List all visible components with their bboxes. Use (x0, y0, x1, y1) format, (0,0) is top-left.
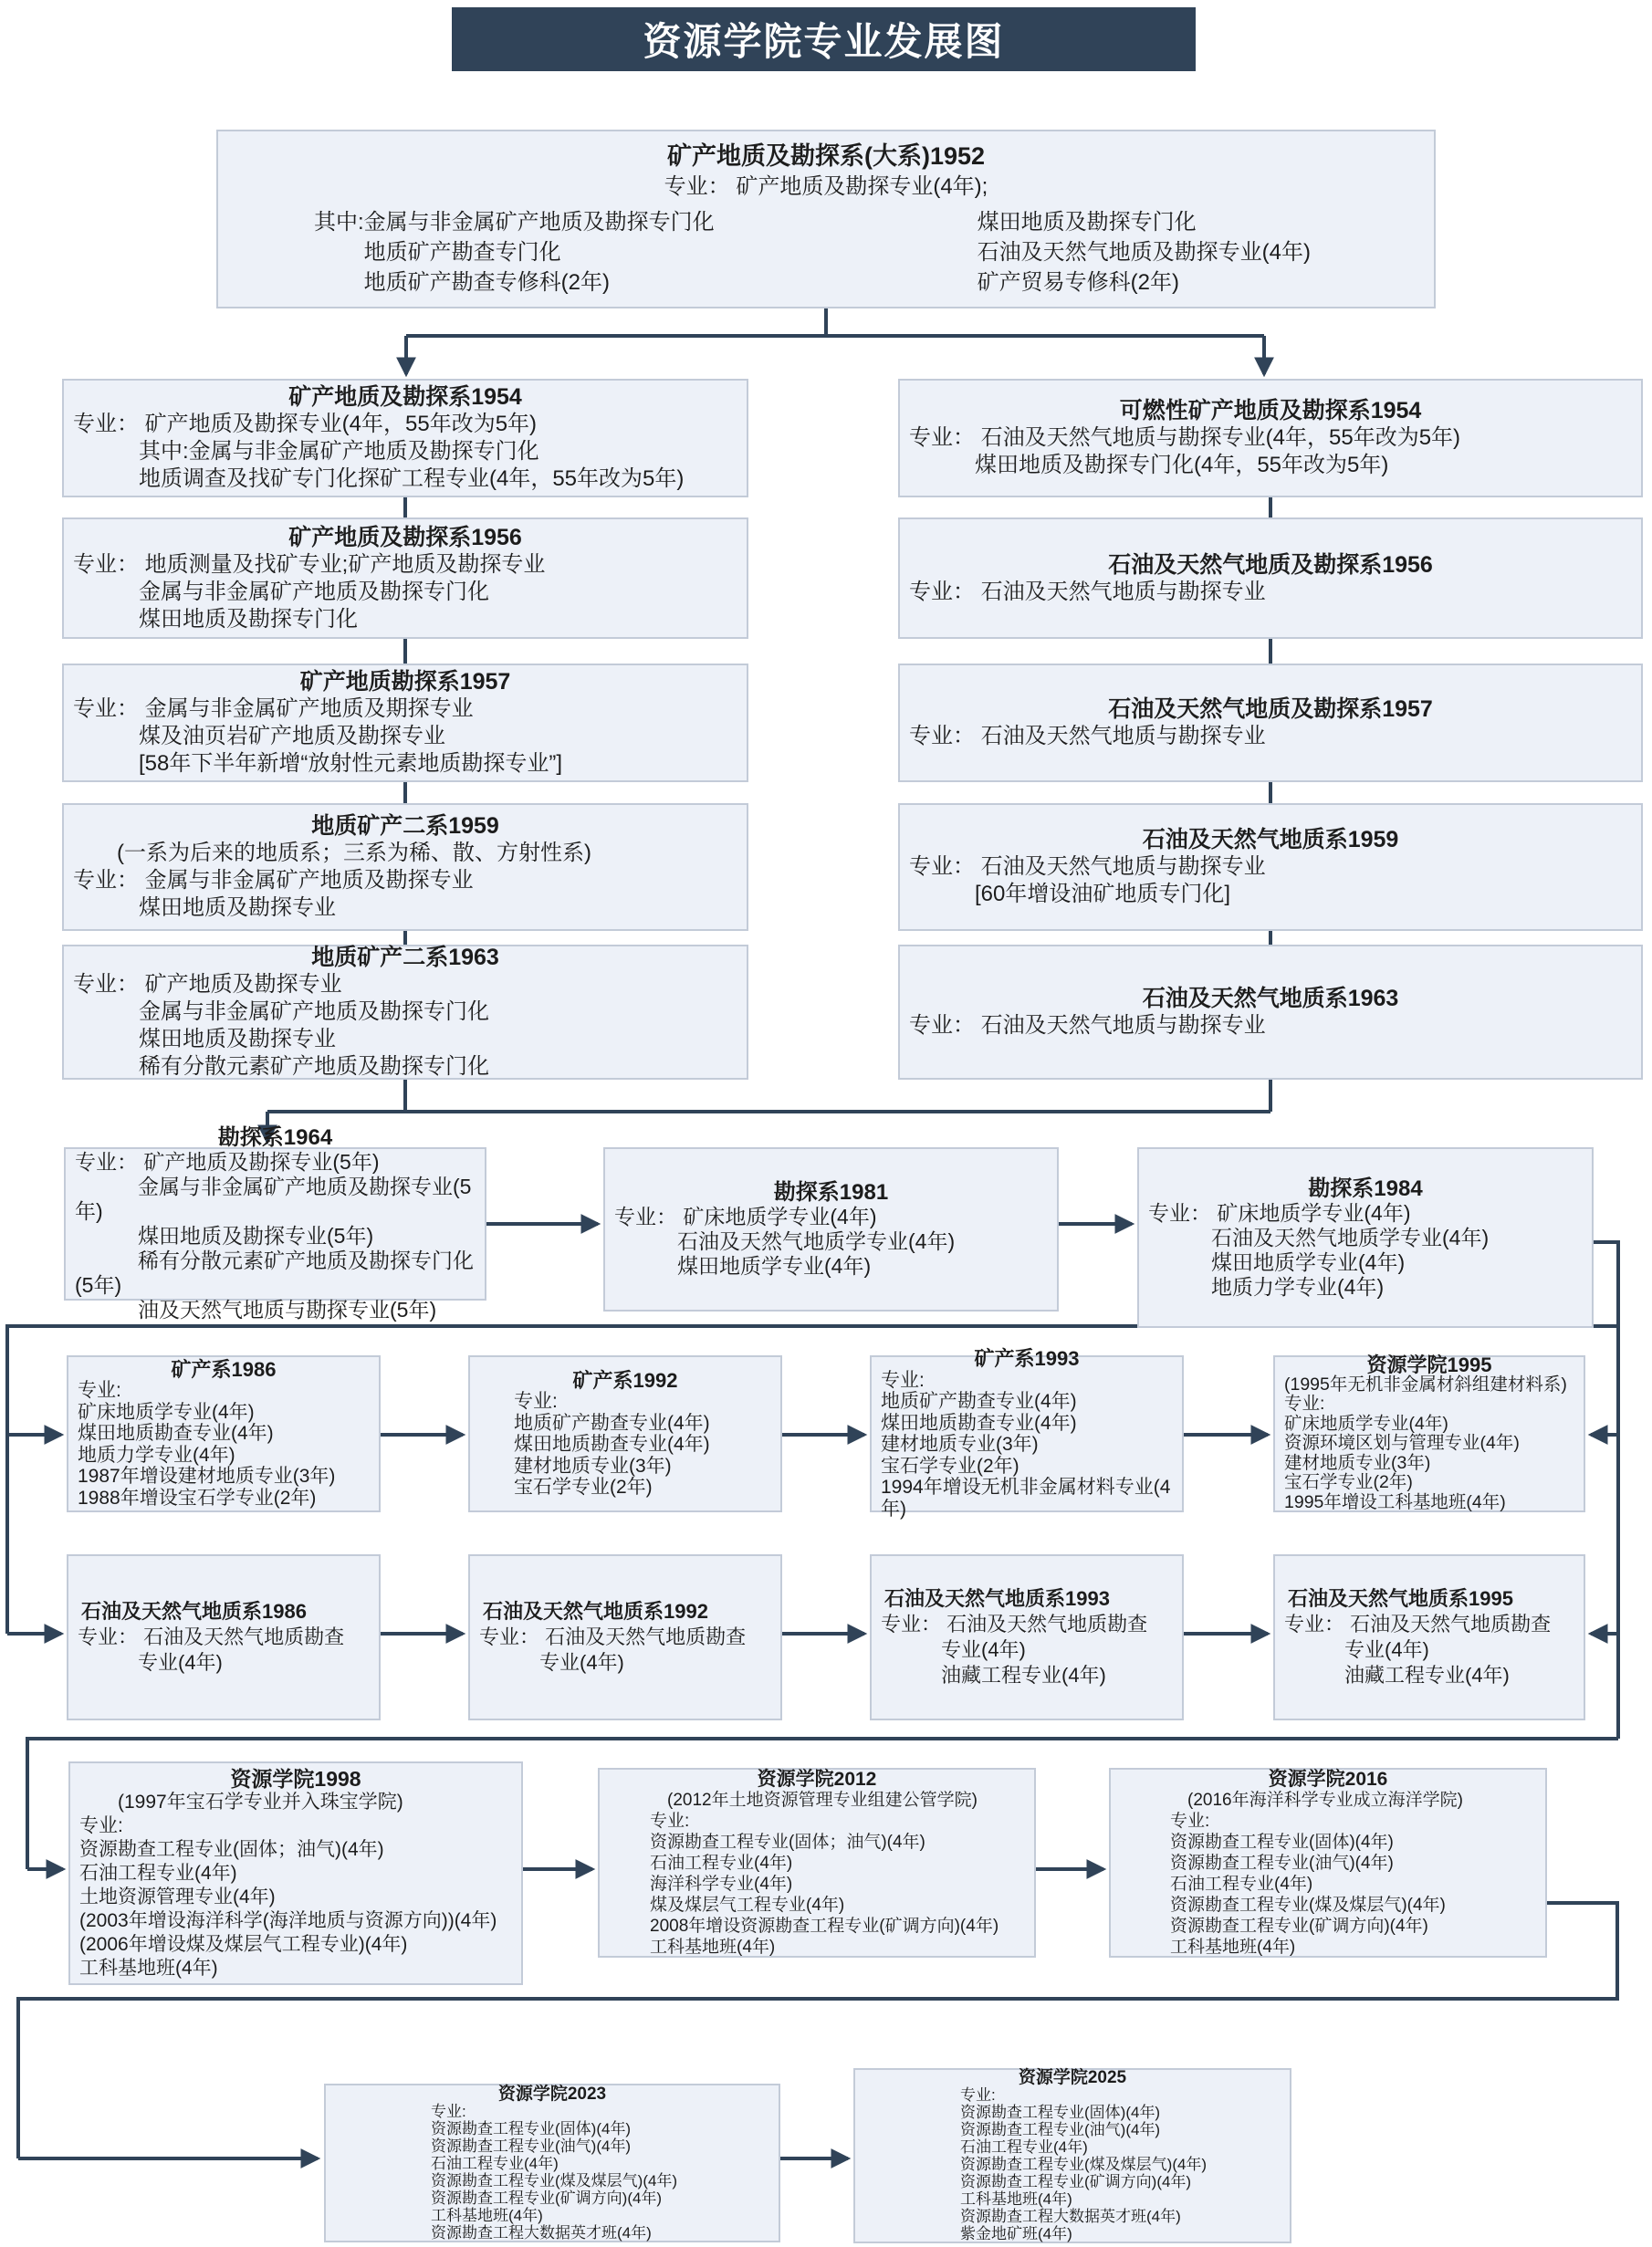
text-line: 专业： 矿产地质及勘探专业 (73, 972, 342, 997)
node-lines (79, 1791, 512, 1980)
page-title: 资源学院专业发展图 (452, 7, 1196, 71)
text-line: (2006年增设煤及煤层气工程专业)(4年) (79, 1933, 408, 1955)
text-line: 石油工程专业(4年) (79, 1862, 237, 1884)
node-1986-petroleum-gas-geology-dept (67, 1554, 381, 1720)
node-1986-mineral-dept (67, 1355, 381, 1512)
text-line: 石油工程专业(4年) (1170, 1874, 1313, 1894)
node-1992-petroleum-gas-geology-dept (468, 1554, 782, 1720)
text-line: 专业: (881, 1369, 925, 1391)
text-line: 煤田地质勘查专业(4年) (514, 1434, 710, 1455)
node-lines (73, 411, 737, 493)
text-line: 资源勘查工程专业(煤及煤层气)(4年) (1170, 1895, 1446, 1915)
node-lines (881, 1612, 1173, 1688)
node-title: 矿产系1992 (572, 1368, 678, 1392)
text-line: 稀有分散元素矿产地质及勘探专门化(5年) (75, 1249, 474, 1297)
text-line: 矿产贸易专修科(2年) (977, 269, 1179, 295)
node-right-column (978, 207, 1311, 298)
node-title: 石油及天然气地质系1995 (1288, 1587, 1513, 1610)
text-line: 金属与非金属矿产地质及勘探专门化 (73, 579, 489, 604)
node-lines (864, 2086, 1281, 2242)
node-lines (335, 2103, 769, 2242)
node-lines (614, 1205, 1048, 1279)
text-line: 其中:金属与非金属矿产地质及勘探专门化 (314, 209, 715, 235)
text-line: 资源勘查工程专业(煤及煤层气)(4年) (960, 2156, 1208, 2173)
node-lines (479, 1391, 771, 1499)
node-title: 矿产地质及勘探系(大系)1952 (666, 141, 986, 170)
text-line: 油藏工程专业(4年) (881, 1664, 1106, 1687)
text-line: 地质矿产勘查专业(4年) (514, 1412, 710, 1434)
text-line: (一系为后来的地质系；三系为稀、散、方射性系) (73, 841, 591, 865)
text-line: 石油工程专业(4年) (960, 2138, 1088, 2156)
node-title: 石油及天然气地质及勘探系1957 (1108, 696, 1433, 722)
node-lines (73, 840, 737, 922)
node-1957-mineral-geology-exploration (62, 664, 748, 782)
text-line: 专业： 石油及天然气地质勘查 (78, 1625, 345, 1648)
node-lines (909, 723, 1632, 750)
node-1993-mineral-dept (870, 1347, 1184, 1520)
text-line: 工科基地班(4年) (1170, 1937, 1296, 1957)
text-line: 工科基地班(4年) (431, 2206, 543, 2224)
node-lines (73, 695, 737, 778)
text-line: 专业： 石油及天然气地质与勘探专业(4年，55年改为5年) (909, 425, 1461, 450)
text-line: 1987年增设建材地质专业(3年) (78, 1466, 336, 1488)
text-line: 土地资源管理专业(4年) (79, 1886, 276, 1907)
node-major-line: 专业： 矿产地质及勘探专业(4年); (664, 173, 988, 199)
text-line: 石油及天然气地质学专业(4年) (614, 1229, 956, 1253)
text-line: 稀有分散元素矿产地质及勘探专门化 (73, 1054, 489, 1079)
text-line: 其中:金属与非金属矿产地质及勘探专门化 (73, 439, 539, 464)
node-1998-resource-college (68, 1761, 523, 1985)
text-line: 专业： 石油及天然气地质与勘探专业 (909, 854, 1266, 879)
node-lines (73, 971, 737, 1081)
text-line: 1994年增设无机非金属材料专业(4年) (881, 1477, 1171, 1520)
text-line: 资源勘查工程专业(固体；油气)(4年) (79, 1838, 384, 1860)
node-title: 矿产系1986 (171, 1357, 277, 1381)
text-line: 煤田地质及勘探专业(5年) (75, 1224, 374, 1248)
text-line: 矿床地质学专业(4年) (78, 1401, 255, 1423)
text-line: 石油工程专业(4年) (431, 2154, 559, 2172)
node-1995-resource-college (1273, 1355, 1585, 1512)
text-line: 煤田地质及勘探专门化 (977, 209, 1197, 235)
node-lines (479, 1625, 771, 1676)
node-lines (909, 579, 1632, 606)
text-line: 工科基地班(4年) (650, 1937, 776, 1957)
node-title: 矿产地质及勘探系1954 (288, 384, 522, 410)
text-line: 专业： 金属与非金属矿产地质及勘探专业 (73, 868, 474, 893)
text-line: 石油及天然气地质及勘探专业(4年) (977, 239, 1311, 265)
text-line: 专业(4年) (1284, 1638, 1429, 1661)
text-line: 油及天然气地质与勘探专业(5年) (75, 1298, 437, 1322)
text-line: 金属与非金属矿产地质及勘探专门化 (73, 999, 489, 1024)
node-1992-mineral-dept (468, 1355, 782, 1512)
text-line: 地质调查及找矿专门化探矿工程专业(4年，55年改为5年) (73, 466, 685, 491)
node-lines (909, 1012, 1632, 1040)
node-title: 地质矿产二系1959 (311, 813, 499, 839)
text-line: (1997年宝石学专业并入珠宝学院) (79, 1791, 403, 1813)
node-columns (227, 207, 1425, 298)
text-line: 工科基地班(4年) (960, 2190, 1072, 2208)
node-title: 勘探系1964 (217, 1125, 333, 1150)
text-line: 煤田地质学专业(4年) (614, 1254, 872, 1278)
text-line: 煤及油页岩矿产地质及勘探专业 (73, 724, 445, 748)
text-line: 专业： 石油及天然气地质勘查 (479, 1625, 747, 1648)
node-title: 石油及天然气地质系1963 (1142, 986, 1399, 1011)
node-title: 石油及天然气地质系1959 (1142, 827, 1399, 852)
text-line: 建材地质专业(3年) (881, 1434, 1039, 1455)
text-line: 煤田地质及勘探专业 (73, 1027, 336, 1051)
text-line: 紫金地矿班(4年) (960, 2225, 1072, 2242)
text-line: 资源勘查工程专业(煤及煤层气)(4年) (431, 2171, 678, 2190)
node-title: 资源学院1998 (230, 1766, 361, 1791)
node-title: 地质矿产二系1963 (311, 945, 499, 970)
node-title: 资源学院2012 (757, 1768, 877, 1790)
node-lines (609, 1790, 1025, 1958)
text-line: 专业: (79, 1814, 123, 1836)
node-title: 矿产地质勘探系1957 (299, 669, 511, 695)
node-title: 勘探系1981 (773, 1180, 889, 1205)
text-line: 专业： 石油及天然气地质勘查 (1284, 1613, 1552, 1636)
text-line: 资源勘查工程专业(矿调方向)(4年) (431, 2189, 663, 2207)
node-1959-petroleum-gas-geology-dept (898, 803, 1643, 931)
text-line: 地质力学专业(4年) (1148, 1274, 1385, 1299)
node-1964-exploration-dept (64, 1125, 486, 1322)
node-title: 石油及天然气地质系1992 (483, 1600, 708, 1623)
text-line: 专业： 石油及天然气地质与勘探专业 (909, 579, 1266, 604)
node-1956-petroleum-gas-geology-dept (898, 517, 1643, 639)
text-line: 专业： 金属与非金属矿产地质及期探专业 (73, 696, 474, 721)
text-line: [58年下半年新增“放射性元素地质勘探专业”] (73, 751, 563, 776)
node-title: 资源学院2025 (1018, 2068, 1127, 2087)
text-line: 宝石学专业(2年) (514, 1477, 653, 1498)
node-lines (1284, 1375, 1574, 1513)
node-1963-geology-mineral-dept2 (62, 945, 748, 1080)
text-line: 专业(4年) (78, 1651, 223, 1674)
text-line: 资源勘查工程专业(油气)(4年) (1170, 1853, 1394, 1873)
text-line: 煤田地质勘查专业(4年) (78, 1423, 274, 1445)
text-line: 专业(4年) (479, 1651, 624, 1674)
text-line: (2012年土地资源管理专业组建公管学院) (650, 1790, 978, 1810)
text-line: 专业: (960, 2086, 996, 2104)
text-line: 专业： 地质测量及找矿专业;矿产地质及勘探专业 (73, 551, 546, 577)
text-line: (2003年增设海洋科学(海洋地质与资源方向))(4年) (79, 1909, 497, 1931)
text-line: 专业: (431, 2102, 466, 2120)
node-1954-combustible-mineral-dept (898, 379, 1643, 497)
node-lines (78, 1380, 370, 1509)
text-line: 石油及天然气地质学专业(4年) (1148, 1225, 1490, 1249)
text-line: 煤田地质及勘探专业 (73, 895, 336, 920)
text-line: 1988年增设宝石学专业(2年) (78, 1487, 317, 1509)
node-title: 资源学院2016 (1268, 1768, 1388, 1790)
node-1954-mineral-geology-exploration (62, 379, 748, 497)
text-line: 煤田地质及勘探专门化 (73, 606, 358, 632)
text-line: 资源勘查工程专业(矿调方向)(4年) (1170, 1916, 1428, 1936)
text-line: 地质矿产勘查专门化 (314, 239, 561, 265)
text-line: 专业: (514, 1391, 558, 1412)
node-1957-petroleum-gas-geology-dept (898, 664, 1643, 782)
node-title: 石油及天然气地质系1986 (81, 1600, 307, 1623)
text-line: (1995年无机非金属材斜组建材料系) (1284, 1374, 1567, 1395)
text-line: 资源勘查工程大数据英才班(4年) (431, 2223, 652, 2242)
node-title: 矿产地质及勘探系1956 (288, 524, 522, 550)
node-left-column (314, 207, 715, 298)
text-line: 油藏工程专业(4年) (1284, 1664, 1510, 1687)
text-line: 专业: (1170, 1811, 1210, 1831)
node-lines (909, 853, 1632, 908)
node-title: 矿产系1993 (974, 1347, 1080, 1370)
node-1993-petroleum-gas-geology-dept (870, 1554, 1184, 1720)
node-lines (75, 1150, 476, 1322)
text-line: 专业: (650, 1811, 690, 1831)
node-2012-resource-college (598, 1768, 1036, 1958)
text-line: 专业: (78, 1380, 121, 1402)
text-line: 地质力学专业(4年) (78, 1444, 235, 1466)
text-line: 专业： 石油及天然气地质与勘探专业 (909, 1013, 1266, 1038)
node-title: 石油及天然气地质及勘探系1956 (1108, 551, 1433, 578)
text-line: 专业： 石油及天然气地质与勘探专业 (909, 724, 1266, 748)
text-line: 专业: (1284, 1394, 1325, 1414)
text-line: 宝石学专业(2年) (1284, 1472, 1413, 1492)
node-title: 可燃性矿产地质及勘探系1954 (1119, 398, 1422, 423)
text-line: 矿床地质学专业(4年) (1284, 1413, 1448, 1434)
text-line: 海洋科学专业(4年) (650, 1874, 793, 1894)
text-line: 专业(4年) (881, 1638, 1026, 1661)
text-line: 专业： 矿床地质学专业(4年) (614, 1205, 877, 1228)
text-line: 资源勘查工程专业(固体；油气)(4年) (650, 1832, 925, 1852)
text-line: 1995年增设工科基地班(4年) (1284, 1491, 1506, 1512)
text-line: 资源勘查工程专业(油气)(4年) (960, 2121, 1161, 2138)
node-title: 资源学院1995 (1366, 1353, 1492, 1376)
text-line: 金属与非金属矿产地质及勘探专业(5年) (75, 1175, 472, 1223)
node-2025-resource-college (853, 2068, 1291, 2243)
text-line: 2008年增设资源勘查工程专业(矿调方向)(4年) (650, 1916, 999, 1936)
node-1995-petroleum-gas-geology-dept (1273, 1554, 1585, 1720)
text-line: 资源环境区划与管理专业(4年) (1284, 1433, 1520, 1453)
text-line: 资源勘查工程专业(固体)(4年) (960, 2104, 1161, 2121)
node-1981-exploration-dept (603, 1147, 1059, 1312)
text-line: 地质矿产勘查专业(4年) (881, 1391, 1077, 1412)
text-line: 专业： 矿产地质及勘探专业(4年，55年改为5年) (73, 412, 538, 436)
text-line: 地质矿产勘查专修科(2年) (314, 269, 610, 295)
text-line: 煤田地质勘查专业(4年) (881, 1412, 1077, 1434)
text-line: [60年增设油矿地质专门化] (909, 882, 1231, 906)
node-lines (78, 1625, 370, 1676)
node-lines (909, 424, 1632, 479)
text-line: 宝石学专业(2年) (881, 1455, 1019, 1477)
text-line: 工科基地班(4年) (79, 1957, 218, 1979)
node-title: 石油及天然气地质系1993 (884, 1587, 1110, 1610)
text-line: 建材地质专业(3年) (514, 1455, 672, 1477)
text-line: 煤田地质学专业(4年) (1148, 1249, 1406, 1274)
text-line: 资源勘查工程专业(固体)(4年) (1170, 1832, 1394, 1852)
node-lines (881, 1370, 1173, 1521)
text-line: 煤田地质及勘探专门化(4年，55年改为5年) (909, 453, 1389, 477)
text-line: 资源勘查工程专业(矿调方向)(4年) (960, 2173, 1192, 2190)
node-1952-mineral-geology-exploration-dept (216, 130, 1436, 308)
text-line: 专业： 石油及天然气地质勘查 (881, 1613, 1148, 1636)
node-lines (1148, 1201, 1583, 1300)
text-line: 煤及煤层气工程专业(4年) (650, 1895, 845, 1915)
node-lines (1284, 1612, 1574, 1688)
text-line: 专业： 矿床地质学专业(4年) (1148, 1200, 1411, 1225)
text-line: 资源勘查工程大数据英才班(4年) (960, 2208, 1181, 2225)
text-line: 资源勘查工程专业(油气)(4年) (431, 2137, 632, 2155)
node-1984-exploration-dept (1137, 1147, 1594, 1328)
text-line: 资源勘查工程专业(固体)(4年) (431, 2119, 632, 2137)
node-1959-geology-mineral-dept2 (62, 803, 748, 931)
text-line: (2016年海洋科学专业成立海洋学院) (1170, 1790, 1463, 1810)
node-2023-resource-college (324, 2084, 780, 2242)
node-1963-petroleum-gas-geology-dept (898, 945, 1643, 1080)
text-line: 石油工程专业(4年) (650, 1853, 793, 1873)
node-2016-resource-college (1109, 1768, 1547, 1958)
node-lines (1120, 1790, 1536, 1958)
node-title: 勘探系1984 (1308, 1176, 1423, 1201)
text-line: 专业： 矿产地质及勘探专业(5年) (75, 1150, 380, 1174)
node-1956-mineral-geology-exploration (62, 517, 748, 639)
text-line: 建材地质专业(3年) (1284, 1452, 1431, 1473)
node-lines (73, 551, 737, 633)
node-title: 资源学院2023 (497, 2084, 607, 2104)
